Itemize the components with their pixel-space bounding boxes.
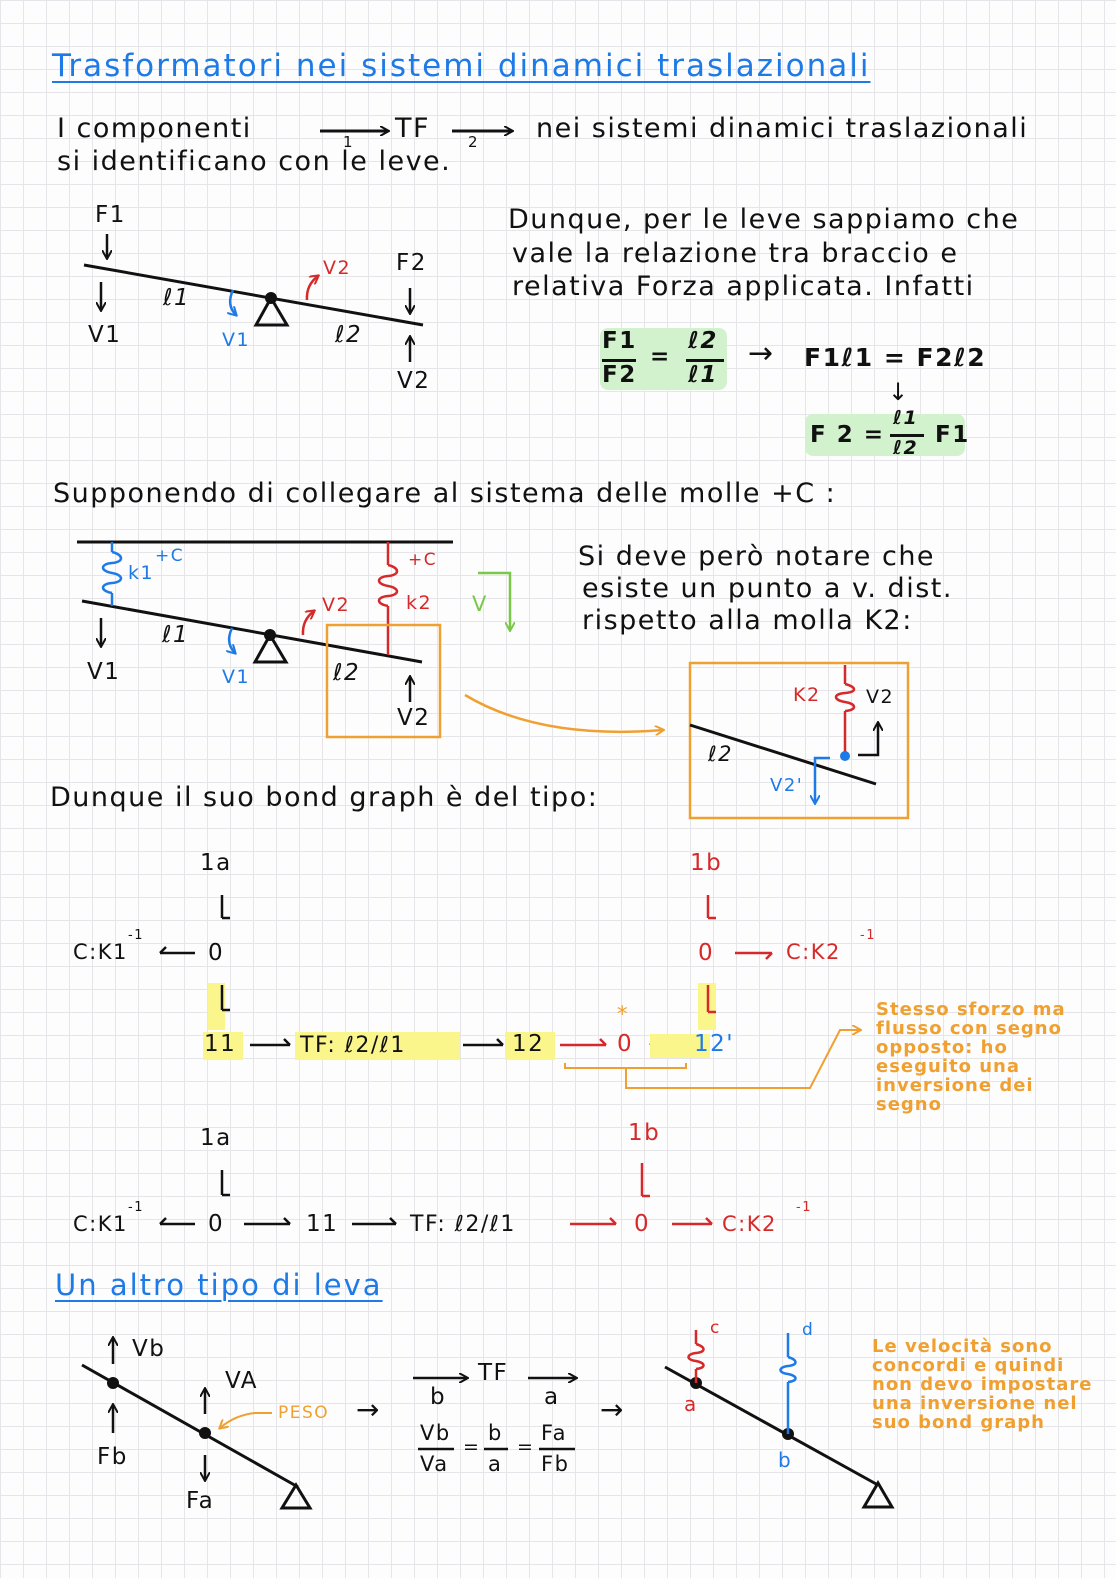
lever2-v1-blue: V1 xyxy=(222,666,251,688)
zoom-connector-arrow xyxy=(465,695,663,732)
peso-arrow xyxy=(220,1413,272,1428)
lever3-fb: Fb xyxy=(97,1444,128,1470)
spring-k1-icon xyxy=(103,552,121,593)
note-right-line2: esiste un punto a v. dist. xyxy=(582,573,953,604)
lever2-v1: V1 xyxy=(87,659,121,685)
lever1-l2: ℓ2 xyxy=(335,322,363,348)
formula-arrow: → xyxy=(748,336,775,371)
lever1-v1: V1 xyxy=(88,322,122,348)
lever2-v2: V2 xyxy=(397,705,431,731)
fulcrum-triangle xyxy=(864,1483,892,1507)
point-b xyxy=(107,1377,119,1389)
point-a xyxy=(199,1427,211,1439)
bond1-zero-left: 0 xyxy=(208,940,225,966)
bond1-c-k1-exp: -1 xyxy=(128,928,144,943)
lever2-l1: ℓ1 xyxy=(162,622,190,648)
explanation-line3: relativa Forza applicata. Infatti xyxy=(512,271,975,302)
formula-f2-num: ℓ1 xyxy=(893,407,919,429)
lever3-peso: PESO xyxy=(278,1403,330,1423)
lever3-eq-equals-1: = xyxy=(463,1436,481,1458)
lever4-b: b xyxy=(778,1448,793,1472)
bond1-n11: 11 xyxy=(204,1031,237,1057)
springs-intro: Supponendo di collegare al sistema delle molle +C : xyxy=(53,478,837,509)
orange-note: Stesso sforzo ma flusso con segno opposto: ho eseguito una inversione dei segno xyxy=(876,999,1066,1115)
spring-c-icon xyxy=(689,1344,704,1369)
lever-bar xyxy=(82,601,422,662)
intro-line1-end: nei sistemi dinamici traslazionali xyxy=(536,113,1029,144)
explanation-line1: Dunque, per le leve sappiamo che xyxy=(508,204,1020,235)
formula-l1: ℓ1 xyxy=(688,362,718,388)
zoom-v2prime: V2' xyxy=(770,775,804,796)
intro-tf-port-left: 1 xyxy=(343,133,355,151)
zoom-spring-icon xyxy=(836,684,854,711)
lever4-c: c xyxy=(710,1318,721,1338)
lever4-a: a xyxy=(684,1392,698,1416)
bond1-c-k2: C:K2 xyxy=(786,940,841,964)
formula-equals: = xyxy=(650,344,671,370)
zoom-k2: K2 xyxy=(793,684,821,706)
bond1-c-k2-exp: -1 xyxy=(860,928,876,943)
bond1-node-1a: 1a xyxy=(200,850,232,876)
lever1-v1-blue: V1 xyxy=(222,329,251,351)
v2-rotation-arrow xyxy=(303,611,314,635)
formula-F1: F1 xyxy=(602,328,637,354)
bond2-c-k1-exp: -1 xyxy=(128,1200,144,1215)
explanation-line2: vale la relazione tra braccio e xyxy=(512,238,959,269)
zoom-v2: V2 xyxy=(866,686,895,708)
bond1-zero-right: 0 xyxy=(698,940,715,966)
bond2-c-k2-exp: -1 xyxy=(796,1200,812,1215)
formula-f2-den: ℓ2 xyxy=(893,437,919,459)
bond1-zero-mid: 0 xyxy=(617,1031,634,1057)
bond2-c-k2: C:K2 xyxy=(722,1212,777,1236)
bond1-node-1b: 1b xyxy=(690,850,723,876)
lever3-va: VA xyxy=(225,1368,258,1394)
bond2-n11: 11 xyxy=(306,1211,339,1237)
lever2-v-green: V xyxy=(472,592,488,616)
lever3-eq-equals-2: = xyxy=(517,1436,535,1458)
lever1-F1: F1 xyxy=(95,202,126,228)
page-title: Trasformatori nei sistemi dinamici traslazionali xyxy=(52,48,871,84)
lever3-tf-label: TF xyxy=(478,1360,509,1386)
zoom-v2-arrow xyxy=(858,723,878,755)
lever3-eq-a: a xyxy=(488,1452,503,1476)
lever3-eq-va: Va xyxy=(420,1452,449,1476)
intro-line1-start: I componenti xyxy=(57,113,252,144)
formula-f2-rhs: F1 xyxy=(935,422,970,448)
v1-rotation-arrow xyxy=(229,628,235,653)
formula-l2: ℓ2 xyxy=(688,328,718,354)
bond2-node-1a: 1a xyxy=(200,1125,232,1151)
lever3-arrow1: → xyxy=(356,1393,381,1426)
spring-k2-icon xyxy=(379,565,397,606)
lever1-v2: V2 xyxy=(397,368,431,394)
lever1-F2: F2 xyxy=(396,250,427,276)
lever3-fa: Fa xyxy=(186,1488,215,1514)
bond2-tf: TF: ℓ2/ℓ1 xyxy=(410,1212,516,1237)
zoom-l2: ℓ2 xyxy=(708,742,734,766)
lever4-d: d xyxy=(802,1320,815,1340)
lever3-eq-fb: Fb xyxy=(541,1452,570,1476)
bond1-tf: TF: ℓ2/ℓ1 xyxy=(300,1033,406,1058)
lever-diagram-1 xyxy=(84,234,423,362)
bond2-node-1b: 1b xyxy=(628,1120,661,1146)
bond1-star: * xyxy=(617,1002,629,1026)
intro-tf-label: TF xyxy=(395,113,431,144)
formula-down-arrow: ↓ xyxy=(888,378,910,406)
lever2-plus-c-left: +C xyxy=(155,546,185,566)
lever1-v2-red: V2 xyxy=(323,257,352,279)
lever3-eq-vb: Vb xyxy=(420,1421,451,1445)
lever3-vb: Vb xyxy=(132,1336,166,1362)
lever-diagram-4 xyxy=(665,1330,892,1507)
note-right-line1: Si deve però notare che xyxy=(578,541,936,572)
bond1-c-k1: C:K1 xyxy=(73,940,128,964)
lever3-tf-left: b xyxy=(430,1384,447,1410)
orange-note-2: Le velocità sono concordi e quindi non devo impostare una inversione nel suo bond graph xyxy=(872,1336,1093,1433)
bond-intro: Dunque il suo bond graph è del tipo: xyxy=(50,782,599,813)
lever3-eq-fa: Fa xyxy=(541,1421,568,1445)
lever2-l2: ℓ2 xyxy=(333,660,361,686)
bond1-n12: 12 xyxy=(512,1031,545,1057)
lever2-v2-red: V2 xyxy=(322,594,351,616)
intro-tf-port-right: 2 xyxy=(468,133,480,151)
bond2-zero-left: 0 xyxy=(208,1211,225,1237)
lever3-tf-right: a xyxy=(544,1384,560,1410)
lever-bar xyxy=(84,265,423,325)
bond1-n12p: 12' xyxy=(694,1031,735,1057)
lever1-l1: ℓ1 xyxy=(163,285,191,311)
v2-rotation-arrow xyxy=(307,276,318,300)
formula-product: F1ℓ1 = F2ℓ2 xyxy=(804,343,987,372)
note-right-line3: rispetto alla molla K2: xyxy=(582,605,913,636)
spring-d-icon xyxy=(781,1357,796,1382)
lever2-k1: k1 xyxy=(128,562,155,584)
intro-line2: si identificano con le leve. xyxy=(57,146,452,177)
subtitle-2: Un altro tipo di leva xyxy=(55,1268,383,1302)
orange-bracket xyxy=(565,1063,686,1068)
v1-rotation-arrow xyxy=(230,290,236,315)
formula-f2-lhs: F 2 = xyxy=(810,422,885,448)
lever3-arrow2: → xyxy=(600,1393,625,1426)
bond2-zero-right: 0 xyxy=(634,1211,651,1237)
bond2-c-k1: C:K1 xyxy=(73,1212,128,1236)
formula-F2: F2 xyxy=(602,362,637,388)
lever2-k2: k2 xyxy=(406,592,433,614)
fulcrum-triangle xyxy=(282,1485,310,1508)
lever2-plus-c-right: +C xyxy=(408,550,438,570)
lever3-eq-b: b xyxy=(488,1421,503,1445)
connection-point xyxy=(840,751,850,761)
